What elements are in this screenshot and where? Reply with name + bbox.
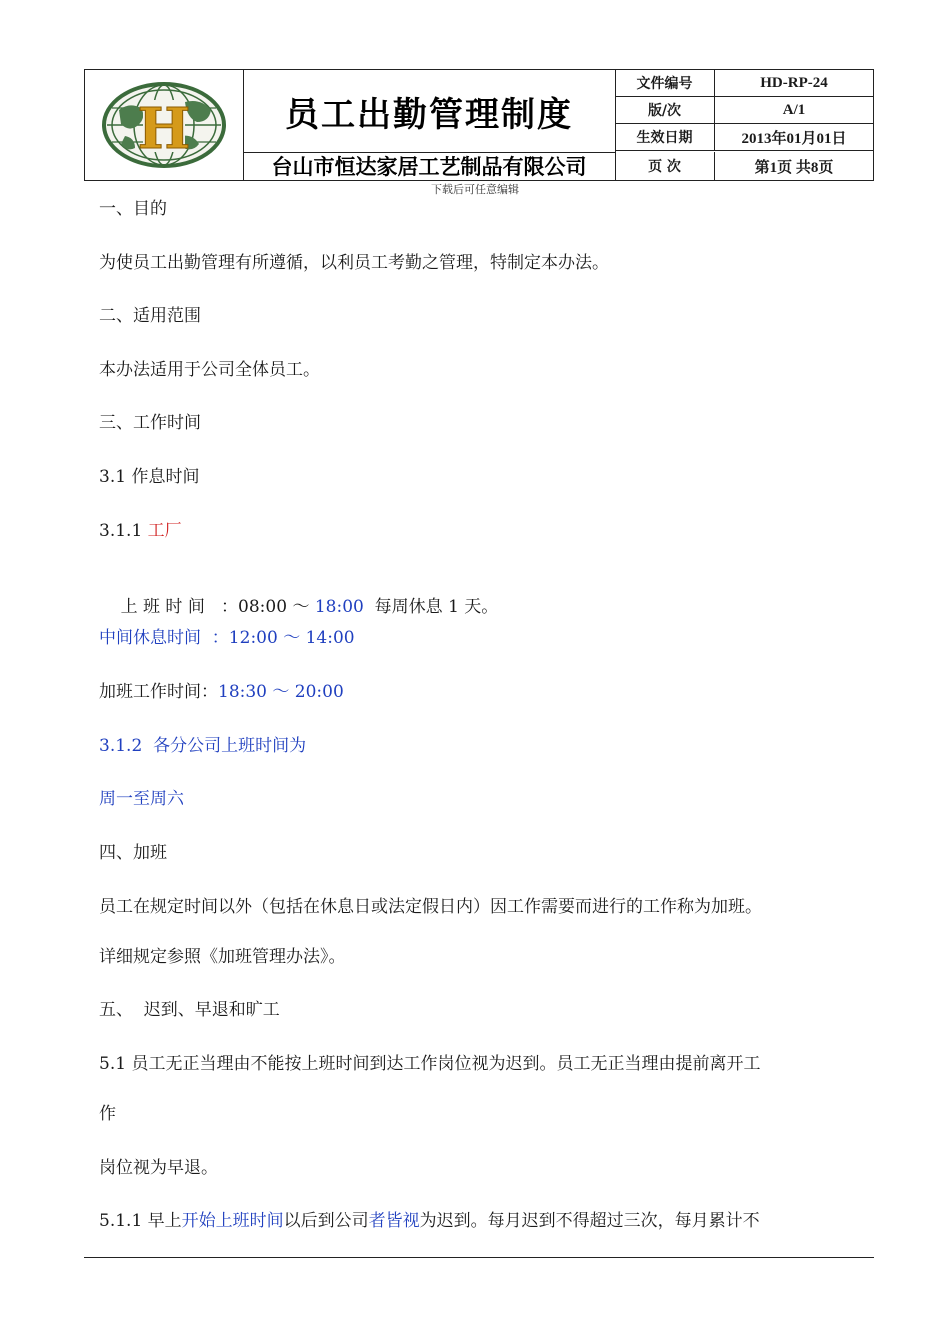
section-2-heading: 二、适用范围 (99, 306, 201, 326)
text-segment: 为迟到。每月迟到不得超过三次，每月累计不 (419, 1211, 760, 1231)
footer-rule (84, 1257, 874, 1258)
factory-label: 工厂 (147, 521, 182, 541)
weekdays-line: 周一至周六 (99, 789, 184, 809)
meta-row-page (615, 152, 873, 180)
document-header-table (84, 69, 874, 181)
section-3-1-2: 3.1.2 各分公司上班时间为 (99, 736, 307, 756)
meta-row-effective-date (615, 124, 873, 151)
section-1-heading: 一、目的 (99, 199, 167, 219)
work-end-time: 18:00 (314, 597, 364, 617)
highlight-start-time: 开始上班时间 (181, 1211, 284, 1231)
section-4-heading: 四、加班 (99, 843, 167, 863)
section-5-1-line-a: 5.1 员工无正当理由不能按上班时间到达工作岗位视为迟到。员工无正当理由提前离开工 (99, 1054, 761, 1074)
section-1-text: 为使员工出勤管理有所遵循，以利员工考勤之管理，特制定本办法。 (99, 253, 609, 273)
highlight-regarded: 者皆视 (368, 1211, 420, 1231)
meta-value: 2013年01月01日 (741, 130, 847, 147)
svg-text:H: H (137, 96, 191, 162)
section-5-1-1 (99, 1210, 760, 1232)
break-time-line: 中间休息时间 ：12:00 ～ 14:00 (99, 628, 355, 648)
title-cell (243, 70, 616, 153)
section-3-1-1 (99, 520, 182, 542)
overtime-time: 18:30 ～ 20:00 (218, 682, 344, 702)
logo-cell (85, 70, 244, 180)
section-number: 3.1.1 (99, 521, 148, 541)
download-note: 下载后可任意编辑 (431, 183, 519, 196)
section-3-heading: 三、工作时间 (99, 413, 201, 433)
meta-key: 文件编号 (615, 70, 715, 96)
section-3-1: 3.1 作息时间 (99, 467, 200, 487)
meta-value: A/1 (782, 101, 806, 118)
document-meta-table (615, 70, 873, 180)
company-cell (243, 152, 616, 180)
meta-row-file-number (615, 70, 873, 97)
overtime-label: 加班工作时间： (99, 682, 218, 702)
meta-key: 页 次 (615, 152, 715, 180)
company-name: 台山市恒达家居工艺制品有限公司 (271, 155, 587, 179)
section-2-text: 本办法适用于公司全体员工。 (99, 360, 320, 380)
section-5-1-line-b: 作 (99, 1104, 116, 1124)
section-4-text-2: 详细规定参照《加班管理办法》。 (99, 947, 346, 967)
overtime-line (99, 681, 344, 703)
meta-row-version (615, 97, 873, 124)
meta-value: HD-RP-24 (760, 74, 828, 91)
document-title: 员工出勤管理制度 (285, 94, 573, 135)
work-hours-label: 上 班 时 间 ：08:00 ～ (120, 597, 315, 617)
section-4-text-1: 员工在规定时间以外（包括在休息日或法定假日内）因工作需要而进行的工作称为加班。 (99, 897, 762, 917)
company-globe-logo (85, 70, 243, 180)
text-segment: 以后到公司 (283, 1211, 369, 1231)
section-5-heading: 五、 迟到、早退和旷工 (99, 1000, 280, 1020)
meta-value: 第1页 共8页 (754, 159, 834, 176)
meta-key: 生效日期 (615, 124, 715, 150)
text-segment: 5.1.1 早上 (99, 1211, 182, 1231)
meta-key: 版/次 (615, 97, 715, 123)
weekly-rest: 每周休息 1 天。 (363, 597, 499, 617)
section-5-1-line-c: 岗位视为早退。 (99, 1158, 218, 1178)
